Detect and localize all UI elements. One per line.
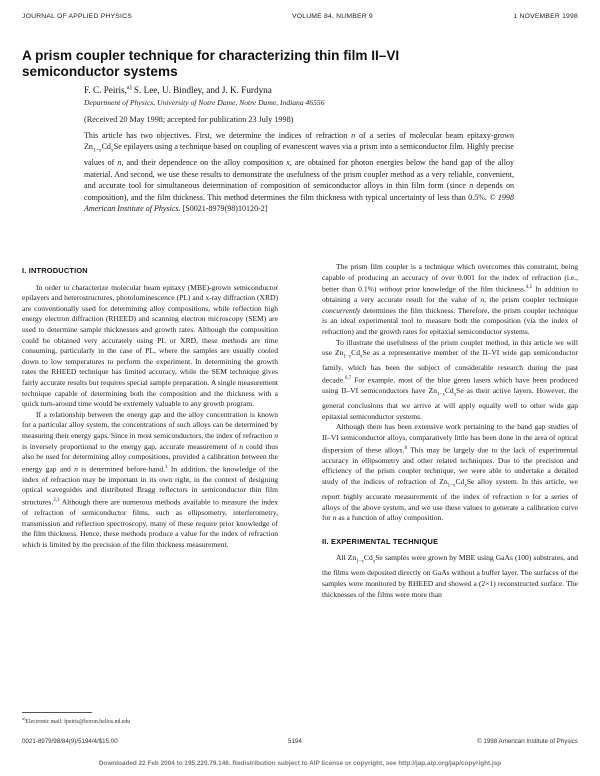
article-price-code: 0021-8979/98/84(9)/5194/4/$15.00: [22, 738, 118, 745]
right-column: [322, 262, 578, 600]
paragraph: Although there has been extensive work pertaining to the band gap studies of II–VI semiconductor alloys, comparatively little has been done in the area of optical dispersion of these alloys.$^8$ This may be largely due to the lack of experimental accuracy in ellipsometry and other related techniques. Due to the precision and efficiency of the prism coupler technique, we were able to undertake a detailed study of the indices of refraction of $Zn_{1-x}Cd_xSe$ alloy system. In this article, we report highly accurate measurements of the index of refraction n for a series of alloys of the above system, and we use these values to generate a calibration curve for n as a function of alloy composition.: [322, 422, 579, 523]
first-author: F. C. Peiris,: [84, 85, 127, 96]
affiliation: Department of Physics, University of Notre Dame, Notre Dame, Indiana 46556: [84, 98, 325, 107]
volume-number: VOLUME 84, NUMBER 9: [292, 13, 373, 20]
author-footnote-mark: a): [126, 85, 132, 91]
title-line-2: semiconductor systems: [22, 64, 178, 79]
other-authors: S. Lee, U. Bindley, and J. K. Furdyna: [131, 85, 272, 96]
paragraph: If a relationship between the energy gap and the alloy concentration is known for a particular alloy system, the concentrations of such alloys can be determined by measuring their energy gaps. Since in most semiconductors, the index of refraction n is inversely proportional to the energy gap, accurate measurement of n could thus also be used for determining alloy compositions, provided a calibration between the energy gap and n is determined before-hand.$^1$ In addition, the knowledge of the index of refraction may be important in its own right, in the context of designing optical waveguides and distributed Bragg reflectors in semiconductor thin film structures.$^{2,3}$ Although there are numerous methods available to measure the index of refraction of semiconductor films, such as ellipsometry, interferometry, transmission and reflection spectroscopy, many of these require prior knowledge of the film thickness. Hence, these methods produce a value for the index of refraction which is limited by the precision of the film thickness measurement.: [22, 409, 279, 549]
page-footer: [22, 738, 578, 748]
paragraph: All $Zn_{1-x}Cd_xSe$ samples were grown by MBE using GaAs (100) substrates, and the films were deposited directly on GaAs without a buffer layer. The surfaces of the samples were monitored by RHEED and showed a (2×1) reconstructed surface. The thicknesses of the films were more than: [322, 553, 578, 599]
footnote-divider: [22, 712, 92, 713]
abstract-copyright: © 1998 American Institute of Physics.: [84, 192, 514, 214]
paragraph: In order to characterize molecular beam epitaxy (MBE)-grown semiconductor epilayers and heterostructures, photoluminescence (PL) and x-ray diffraction (XRD) are conventionally used for determining alloy compositions, while reflection high energy electron diffraction (RHEED) and scanning electron microscopy (SEM) are used to determine sample thicknesses and growth rates. Although the composition could be obtained very accurately using PL or XRD, these methods are time consuming, particularly in the case of PL, where the samples are usually cooled down to low temperatures to perform the experiment. In determining the growth rates the RHEED technique has limited accuracy, while the SEM technique gives fairly accurate results but requires special sample preparation. A single measurement technique capable of determining both the composition and the thickness with a quick turn-around time would be extremely valuable to any growth program.: [22, 282, 278, 409]
title-line-1: A prism coupler technique for characterizing thin film II–VI: [22, 48, 400, 63]
section-heading-introduction: I. INTRODUCTION: [22, 266, 88, 275]
article-title: [22, 48, 578, 80]
footer-copyright: © 1998 American Institute of Physics: [477, 738, 578, 745]
left-column: [22, 262, 278, 550]
download-notice: Downloaded 22 Feb 2004 to 195.220.79.146. Redistribution subject to AIP license or copyright, see http://jap.aip.org/jap/copyright.jsp: [98, 760, 502, 767]
paragraph: The prism film coupler is a technique which overcomes this constraint, being capable of producing an accuracy of over 0.001 for the index of refraction (i.e., better than 0.1%) without prior knowledge of the film thickness.$^{4,5}$ In addition to obtaining a very accurate result for the value of n, the prism coupler technique concurrently determines the film thickness. Therefore, the prism coupler technique is an ideal experimental tool to measure both the composition (via the index of refraction) and the growth rates for epitaxial semiconductor systems.: [322, 262, 578, 337]
page-number: 5194: [288, 738, 302, 745]
received-dates: (Received 20 May 1998; accepted for publication 23 July 1998): [84, 115, 294, 124]
section-heading-experimental: II. EXPERIMENTAL TECHNIQUE: [322, 536, 439, 546]
journal-name: JOURNAL OF APPLIED PHYSICS: [22, 13, 132, 20]
running-head: [22, 13, 578, 23]
abstract: This article has two objectives. First, we determine the indices of refraction n of a series of molecular beam epitaxy-grown $Zn_{1-x}Cd_xSe$ epilayers using a technique based on coupling of evanescent waves via a prism into a semiconductor film. Highly precise values of n, and their dependence on the alloy composition x, are obtained for photon energies below the band gap of the alloy material. And second, we use these results to demonstrate the usefulness of the prism coupler method as a very reliable, convenient, and accurate tool for simultaneous determination of composition of semiconductor alloys in thin film form (since n depends on composition), and the film thickness. This method determines the film thickness with typical uncertainty of less than 0.5%. © 1998 American Institute of Physics. [S0021-8979(98)10120-2]: [84, 131, 515, 214]
footnote: $^{a)}$Electronic mail: fpeiris@boron.helios.nd.edu: [22, 716, 131, 725]
article-code: [S0021-8979(98)10120-2]: [182, 204, 268, 214]
issue-date: 1 NOVEMBER 1998: [513, 13, 578, 20]
author-list: [84, 85, 272, 95]
paragraph: To illustrate the usefulness of the prism coupler method, in this article we will use $Zn_{1-x}Cd_xSe$ as a representative member of the II–VI wide gap semiconductor family, which has been the subject of considerable research during the past decade.$^{6,7}$ For example, most of the blue green lasers which have been produced using II–VI semiconductors have $Zn_{1-x}Cd_xSe$ as their active layers. However, the general conclusions that we arrive at will apply equally well to other wide gap epitaxial semiconductor systems.: [322, 337, 578, 421]
